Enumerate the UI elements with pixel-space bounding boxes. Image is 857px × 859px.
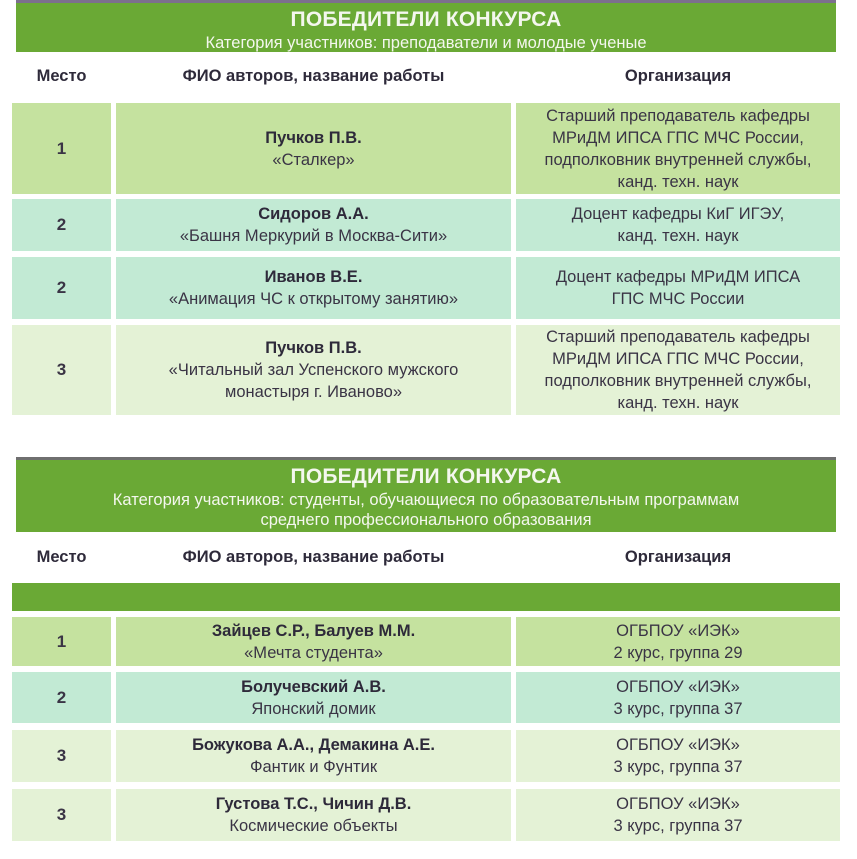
table2-row1-place: 1 (12, 617, 111, 666)
table2-title-band (16, 457, 836, 532)
org-line: Доцент кафедры МРиДМ ИПСА (555, 268, 801, 286)
table1-row1-place: 1 (12, 103, 111, 194)
work-title: «Читальный зал Успенского мужского (168, 361, 459, 379)
table2-header-divider-bar (12, 583, 840, 611)
author-name: Пучков П.В. (265, 128, 362, 147)
table2-subtitle-line2: среднего профессионального образования (260, 511, 592, 529)
table2-row3-org (516, 730, 840, 782)
table1-row2-place: 2 (12, 199, 111, 251)
table1-subtitle: Категория участников: преподаватели и молодые ученые (205, 34, 647, 52)
table1-row1-org (516, 103, 840, 194)
author-name: Иванов В.Е. (264, 268, 363, 286)
org-line: ОГБПОУ «ИЭК» (616, 677, 740, 696)
table1-header-org: Организация (624, 67, 732, 85)
org-line: ОГБПОУ «ИЭК» (616, 795, 740, 813)
org-line: канд. техн. наук (617, 394, 739, 412)
table2-row3-authors (116, 730, 511, 782)
author-name: Божукова А.А., Демакина А.Е. (192, 736, 435, 754)
author-name: Сидоров А.А. (258, 205, 369, 223)
org-line: ОГБПОУ «ИЭК» (616, 736, 740, 754)
org-line: ГПС МЧС России (611, 290, 745, 308)
author-name: Болучевский А.В. (241, 677, 386, 696)
org-line: Старший преподаватель кафедры (546, 328, 810, 346)
table2-row4-place: 3 (12, 789, 111, 841)
work-title: «Анимация ЧС к открытому занятию» (168, 290, 459, 308)
table1-row4-org (516, 325, 840, 415)
org-line: канд. техн. наук (617, 227, 739, 245)
org-line: Доцент кафедры КиГ ИГЭУ, (571, 205, 785, 223)
table2-title: ПОБЕДИТЕЛИ КОНКУРСА (290, 465, 562, 488)
work-title: Фантик и Фунтик (249, 758, 378, 776)
table2-row1-authors (116, 617, 511, 666)
table1-row4-place: 3 (12, 325, 111, 415)
table2-subtitle-line1: Категория участников: студенты, обучающиеся по образовательным программам (112, 491, 740, 509)
author-name: Зайцев С.Р., Балуев М.М. (211, 621, 416, 640)
author-name: Густова Т.С., Чичин Д.В. (215, 795, 412, 813)
org-line: подполковник внутренней службы, (544, 150, 812, 169)
table1-header-place: Место (36, 67, 87, 85)
org-line: 3 курс, группа 37 (613, 758, 743, 776)
work-title: «Мечта студента» (244, 643, 383, 662)
table2-header-org: Организация (624, 548, 732, 566)
work-title: монастыря г. Иваново» (225, 383, 402, 401)
table2-row4-authors (116, 789, 511, 841)
author-name: Пучков П.В. (265, 339, 362, 357)
org-line: 3 курс, группа 37 (613, 817, 743, 835)
org-line: Старший преподаватель кафедры (546, 106, 810, 125)
table1-row4-authors (116, 325, 511, 415)
org-line: подполковник внутренней службы, (544, 372, 812, 390)
org-line: 3 курс, группа 37 (613, 699, 743, 718)
table1-title: ПОБЕДИТЕЛИ КОНКУРСА (290, 8, 562, 31)
org-line: МРиДМ ИПСА ГПС МЧС России, (552, 350, 804, 368)
table2-header-place: Место (36, 548, 87, 566)
table1-row2-authors (116, 199, 511, 251)
org-line: ОГБПОУ «ИЭК» (616, 621, 740, 640)
table2-row4-org (516, 789, 840, 841)
table2-row2-org (516, 672, 840, 723)
table1-header-authors: ФИО авторов, название работы (182, 67, 445, 85)
table1-row3-place: 2 (12, 257, 111, 319)
org-line: канд. техн. наук (617, 172, 739, 191)
work-title: Космические объекты (229, 817, 398, 835)
org-line: 2 курс, группа 29 (613, 643, 743, 662)
table1-row3-authors (116, 257, 511, 319)
table1-row1-authors (116, 103, 511, 194)
work-title: Японский домик (251, 699, 376, 718)
table2-header-authors: ФИО авторов, название работы (182, 548, 445, 566)
table2-row2-place: 2 (12, 672, 111, 723)
table1-title-band (16, 0, 836, 52)
table2-row2-authors (116, 672, 511, 723)
table2-row1-org (516, 617, 840, 666)
org-line: МРиДМ ИПСА ГПС МЧС России, (552, 128, 804, 147)
work-title: «Сталкер» (272, 150, 355, 169)
table1-row3-org (516, 257, 840, 319)
table2-row3-place: 3 (12, 730, 111, 782)
table1-row2-org (516, 199, 840, 251)
work-title: «Башня Меркурий в Москва-Сити» (179, 227, 448, 245)
